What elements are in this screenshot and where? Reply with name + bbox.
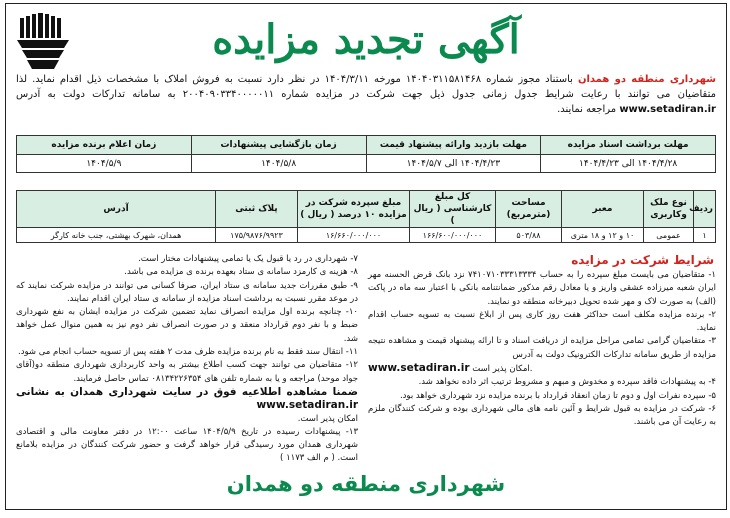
condition-item: ۴- به پیشنهادات فاقد سپرده و مخدوش و مبهم و مشروط ترتیب اثر داده نخواهد شد. bbox=[418, 377, 716, 388]
footer-signature: شهرداری منطقه دو همدان bbox=[226, 472, 506, 496]
intro-paragraph bbox=[16, 72, 716, 117]
property-cell: ۱۰ و ۱۲ و ۱۸ متری bbox=[562, 228, 644, 243]
conditions-title: شرایط شرکت در مزایده bbox=[571, 253, 714, 267]
condition-item: امکان پذیر است. bbox=[297, 413, 358, 424]
property-header: پلاک ثبتی bbox=[216, 191, 298, 228]
condition-item: ۷- شهرداری در رد یا قبول یک یا تمامی پیشنهادات مختار است. bbox=[138, 254, 358, 264]
intro-text-end: مراجعه نمایند. bbox=[557, 104, 620, 115]
schedule-value: ۱۴۰۴/۵/۹ bbox=[17, 155, 192, 173]
notice-title: آگهی تجدید مزایده bbox=[212, 16, 520, 63]
condition-item: امکان پذیر است. bbox=[472, 364, 533, 375]
property-table bbox=[16, 190, 716, 243]
condition-item: ۱۱- انتقال سند فقط به نام برنده مزایده ظرف مدت ۲ هفته پس از تسویه حساب انجام می شود. bbox=[18, 347, 358, 358]
schedule-value: ۱۴۰۴/۴/۲۳ الی ۱۴۰۴/۵/۷ bbox=[366, 155, 541, 173]
property-header: ردیف bbox=[694, 191, 716, 228]
condition-item: ۸- هزینه ی کارمزد سامانه ی ستاد بعهده برنده ی مزایده می باشد. bbox=[124, 267, 358, 278]
property-header: مساحت (مترمربع) bbox=[496, 191, 562, 228]
property-header: مبلغ سپرده شرکت در مزایده ۱۰ درصد ( ریال ) bbox=[298, 191, 410, 228]
schedule-value: ۱۴۰۴/۵/۸ bbox=[191, 155, 366, 173]
property-cell: ۱۶/۶۶۰/۰۰۰/۰۰۰ bbox=[298, 228, 410, 243]
condition-item: ۱۰- چنانچه برنده اول مزایده انصراف نماید تضمین شرکت در مزایده ایشان به نفع شهرداری ضبط و با نفر دوم قرارداد منعقد و در صورت انصراف نفر دوم نیز به همین منوال عمل خواهد شد. bbox=[16, 307, 358, 344]
schedule-header: زمان بازگشایی پیشنهادات bbox=[191, 136, 366, 155]
property-cell: ۱ bbox=[694, 228, 716, 243]
condition-item: ۱۳- پیشنهادات رسیده در تاریخ ۱۴۰۴/۵/۹ ساعت ۱۲:۰۰ در دفتر معاونت مالی و اقتصادی شهرداری همدان مورد رسیدگی قرار خواهد گرفت و حضور شرکت کنندگان در مزایده بلامانع است. ( م الف ۱۱۷۳ ) bbox=[16, 426, 359, 464]
condition-item: ۵- سپرده نفرات اول و دوم تا زمان انعقاد قرارداد با برنده مزایده نزد شهرداری خواهد بود. bbox=[399, 390, 716, 401]
condition-item-website[interactable]: ضمنا مشاهده اطلاعیه فوق در سایت شهرداری همدان به نشانی www.setadiran.ir bbox=[16, 385, 358, 412]
condition-item: ۱- متقاضیان می بایست مبلغ سپرده را به حساب ۷۴۱۰۷۱۰۳۳۳۱۳۳۳۴ نزد بانک قرض الحسنه مهر ایران شعبه میرزاده عشقی واریز و یا معادل رقم مذکور ضمانتنامه بانکی با اعتبار سه ماه در پاکت (الف) به صورت لاک و مهر شده تحویل دبیرخانه منطقه دو نمایند. bbox=[368, 270, 716, 307]
schedule-table bbox=[16, 135, 716, 173]
notice-page bbox=[5, 3, 727, 510]
intro-text: باستناد مجوز شماره ۱۴۰۴۰۳۱۱۵۸۱۴۶۸ مورخه ۱۴۰۴/۳/۱۱ در نظر دارد نسبت به فروش املاک با مشخصات ذیل اقدام نماید. لذا متقاضیان می توانند با رعایت شرایط جدول زمانی جدول ذیل جهت شرکت در مزایده شماره ۲۰۰۴۰۹۰۳۳۴۰۰۰۰۰۱۱ به سامانه تدارکات دولت به آدرس bbox=[16, 74, 716, 100]
intro-website-link[interactable]: www.setadiran.ir bbox=[619, 104, 716, 115]
table-row bbox=[17, 228, 716, 243]
property-header: آدرس bbox=[17, 191, 216, 228]
property-cell: ۱۷۵/۹۸۷۶/۹۹۲۳ bbox=[216, 228, 298, 243]
property-cell: همدان، شهرک بهشتی، جنب خانه کارگر bbox=[17, 228, 216, 243]
municipality-logo-icon bbox=[12, 12, 74, 72]
setadiran-link[interactable]: www.setadiran.ir bbox=[368, 362, 470, 375]
property-cell: ۱۶۶/۶۰۰/۰۰۰/۰۰۰ bbox=[410, 228, 496, 243]
schedule-header: مهلت بازدید وارائه پیشنهاد قیمت bbox=[366, 136, 541, 155]
condition-item: ۲- برنده مزایده مکلف است حداکثر هفت روز کاری پس از ابلاغ نسبت به تسویه حساب اقدام نماید. bbox=[368, 309, 716, 334]
condition-item: ۱۲- متقاضیان می توانند جهت کسب اطلاع بیشتر به واحد کاربردازی شهرداری منطقه دو(آقای جواد موحد) مراجعه و یا به شماره تلفن های ۰۸۱۳۴۲۲۶۳۵۴ تماس حاصل فرمایند. bbox=[16, 360, 358, 384]
schedule-value: ۱۴۰۴/۴/۲۸ الی ۱۴۰۴/۴/۲۳ bbox=[541, 155, 716, 173]
property-header: کل مبلغ کارشناسی ( ریال ) bbox=[410, 191, 496, 228]
condition-item: ۳- متقاضیان گرامی تمامی مراحل مزایده از دریافت اسناد و تا ارائه پیشنهاد قیمت و مشاهده نتیجه مزایده از طریق سامانه تدارکات الکترونیک دولت به آدرس bbox=[368, 336, 716, 360]
condition-item: ۶- شرکت در مزایده به قبول شرایط و آئین نامه های مالی شهرداری بوده و شرکت کنندگان ملزم به رعایت آن می باشند. bbox=[368, 403, 716, 428]
property-header: نوع ملک وکاربری bbox=[644, 191, 694, 228]
intro-org-name: شهرداری منطقه دو همدان bbox=[577, 74, 716, 85]
schedule-header: زمان اعلام برنده مزایده bbox=[17, 136, 192, 155]
condition-item: ۹- طبق مقررات جدید سامانه ی ستاد ایران، صرفا کسانی می توانند در مزایده شرکت نمایند که در موعد مقرر نسبت به برداشت اسناد مزایده از سامانه ی ستاد ایران اقدام نمایند. bbox=[16, 280, 358, 304]
property-cell: ۵۰۳/۸۸ bbox=[496, 228, 562, 243]
property-cell: عمومی bbox=[644, 228, 694, 243]
property-header: معبر bbox=[562, 191, 644, 228]
schedule-header: مهلت برداشت اسناد مزایده bbox=[541, 136, 716, 155]
conditions-left-column bbox=[16, 253, 358, 466]
conditions-right-column bbox=[368, 269, 716, 430]
